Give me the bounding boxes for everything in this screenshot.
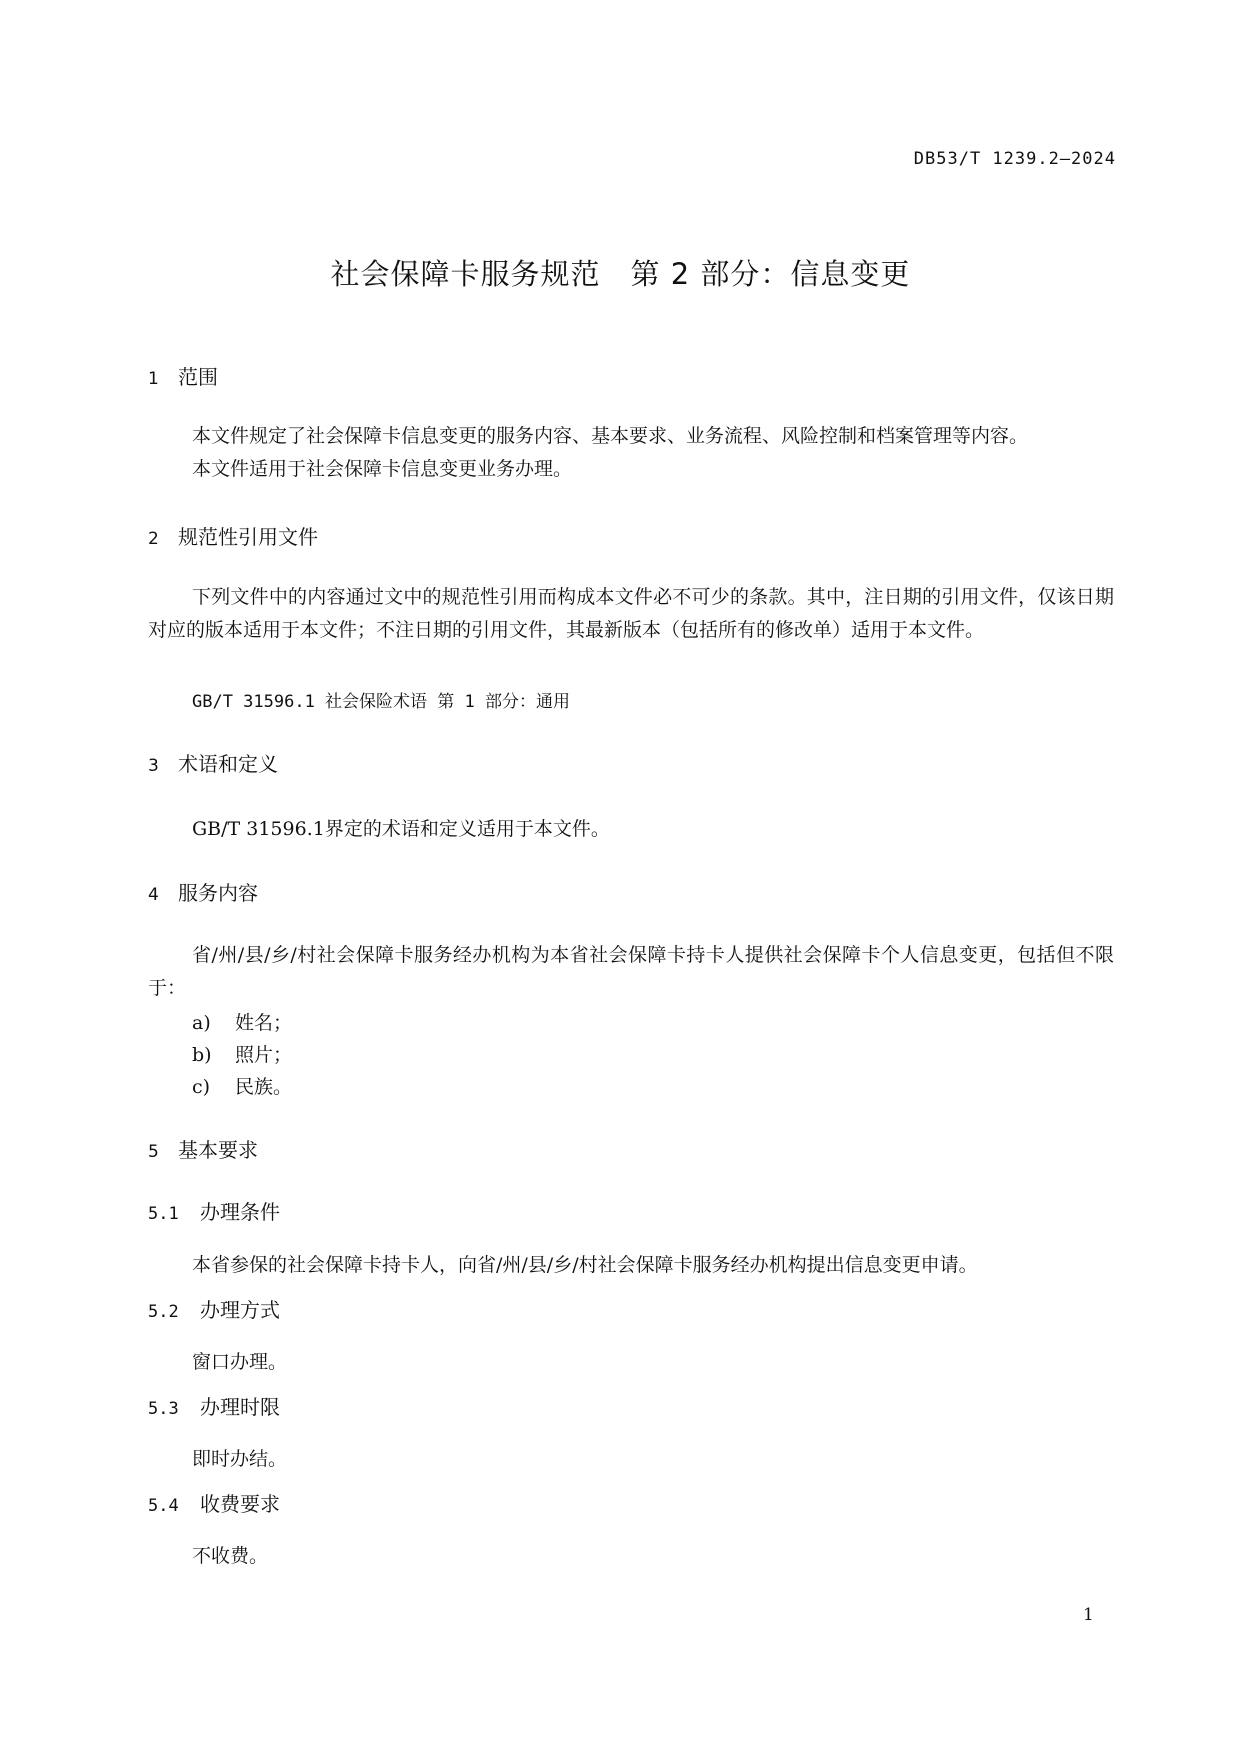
- page-number: 1: [1083, 1605, 1094, 1625]
- normative-reference: GB/T 31596.1 社会保险术语 第 1 部分：通用: [192, 692, 570, 712]
- paragraph: 窗口办理。: [192, 1351, 288, 1373]
- section-number: 5: [148, 1142, 159, 1162]
- list-item: [192, 1040, 292, 1067]
- section-number: 1: [148, 369, 159, 389]
- paragraph: 本省参保的社会保障卡持卡人，向省/州/县/乡/村社会保障卡服务经办机构提出信息变更申请。: [192, 1254, 978, 1276]
- subsection-5-1-heading: [148, 1196, 280, 1225]
- document-title: 社会保障卡服务规范 第 2 部分：信息变更: [330, 257, 911, 291]
- section-1-heading: [148, 361, 218, 390]
- section-title: 规范性引用文件: [178, 525, 318, 549]
- subsection-number: 5.2: [148, 1302, 179, 1322]
- list-text: 姓名；: [235, 1012, 293, 1034]
- section-title: 服务内容: [178, 881, 258, 905]
- subsection-number: 5.1: [148, 1204, 179, 1224]
- section-number: 3: [148, 756, 159, 776]
- list-text: 照片；: [235, 1044, 293, 1066]
- paragraph: 本文件规定了社会保障卡信息变更的服务内容、基本要求、业务流程、风险控制和档案管理等内容。: [192, 425, 1029, 447]
- subsection-title: 办理方式: [200, 1298, 280, 1322]
- paragraph: 不收费。: [192, 1545, 269, 1567]
- subsection-title: 办理时限: [200, 1395, 280, 1419]
- section-5-heading: [148, 1134, 258, 1163]
- subsection-5-3-heading: [148, 1391, 280, 1420]
- list-marker: b): [192, 1044, 212, 1066]
- paragraph: 省/州/县/乡/村社会保障卡服务经办机构为本省社会保障卡持卡人提供社会保障卡个人信息变更，包括但不限于：: [148, 944, 1114, 999]
- subsection-title: 收费要求: [200, 1492, 280, 1516]
- paragraph: 即时办结。: [192, 1448, 288, 1470]
- section-2-heading: [148, 521, 318, 550]
- section-number: 4: [148, 885, 159, 905]
- section-title: 基本要求: [178, 1138, 258, 1162]
- list-text: 民族。: [235, 1076, 293, 1098]
- list-item: [192, 1072, 292, 1099]
- subsection-5-4-heading: [148, 1488, 280, 1517]
- section-4-heading: [148, 877, 258, 906]
- list-marker: a): [192, 1012, 211, 1034]
- list-item: [192, 1008, 292, 1035]
- section-3-heading: [148, 748, 278, 777]
- subsection-number: 5.4: [148, 1496, 179, 1516]
- subsection-5-2-heading: [148, 1294, 280, 1323]
- document-code: DB53/T 1239.2—2024: [913, 149, 1116, 169]
- section-title: 范围: [178, 365, 218, 389]
- subsection-title: 办理条件: [200, 1200, 280, 1224]
- section-number: 2: [148, 529, 159, 549]
- paragraph: 下列文件中的内容通过文中的规范性引用而构成本文件必不可少的条款。其中，注日期的引用文件，仅该日期对应的版本适用于本文件；不注日期的引用文件，其最新版本（包括所有的修改单）适用于本文件。: [148, 586, 1114, 641]
- paragraph: 本文件适用于社会保障卡信息变更业务办理。: [192, 458, 573, 480]
- subsection-number: 5.3: [148, 1399, 179, 1419]
- list-marker: c): [192, 1076, 211, 1098]
- section-title: 术语和定义: [178, 752, 278, 776]
- paragraph: GB/T 31596.1界定的术语和定义适用于本文件。: [192, 818, 610, 840]
